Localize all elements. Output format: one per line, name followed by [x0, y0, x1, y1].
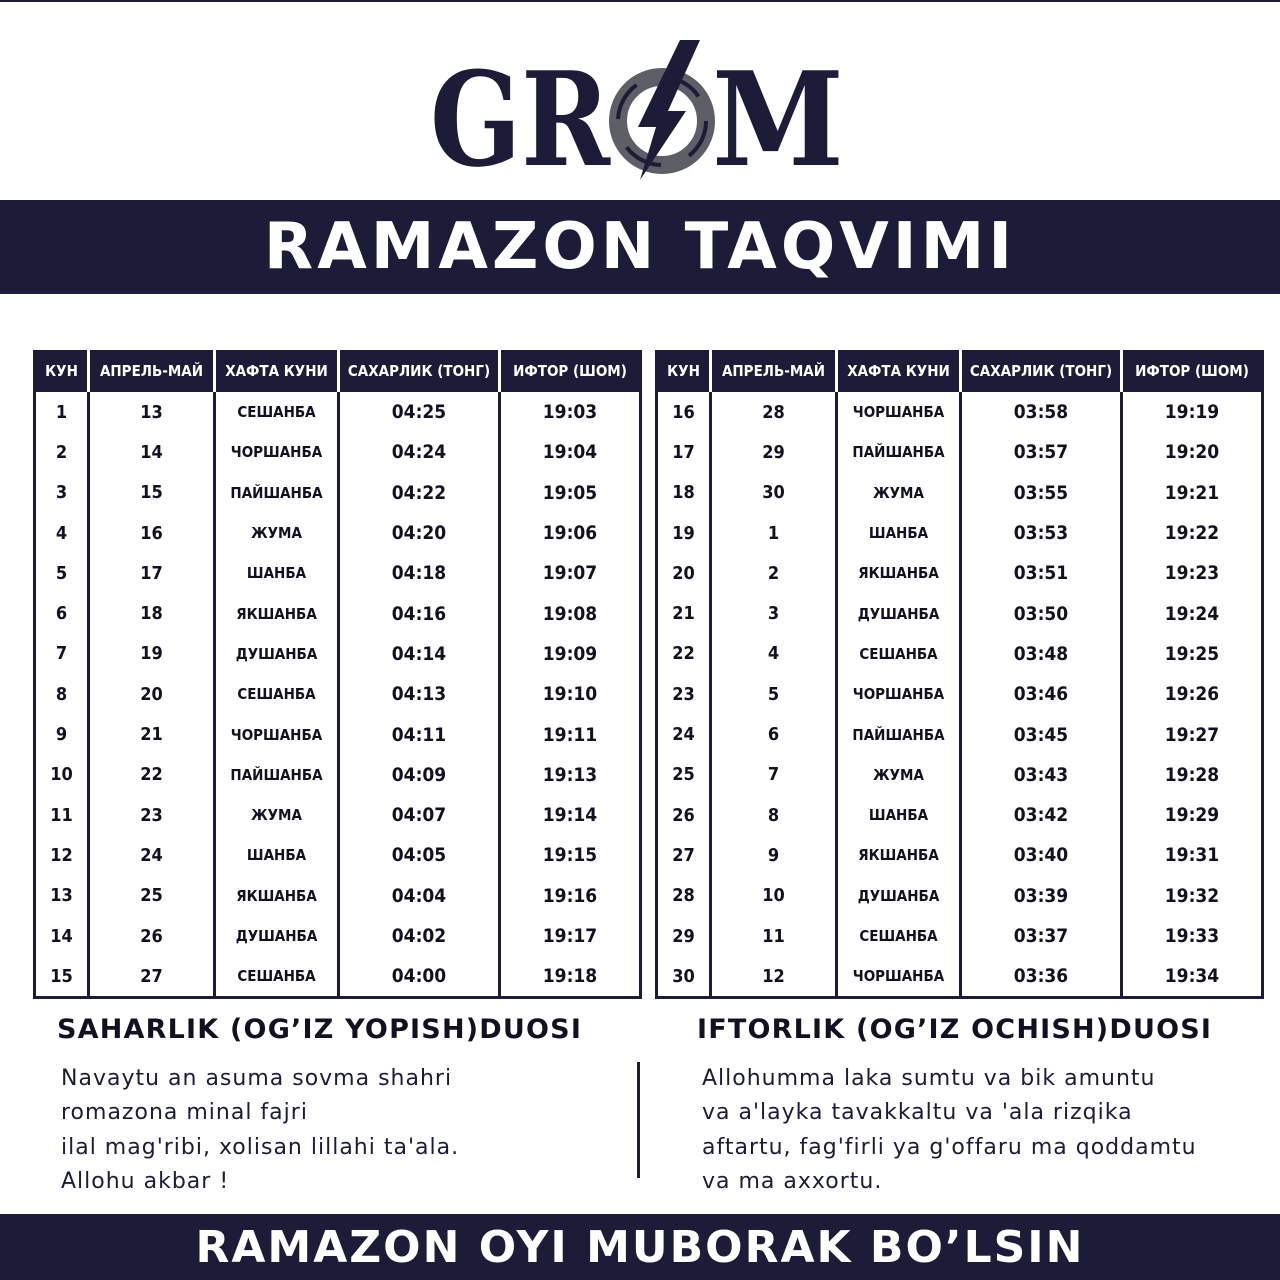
table-row: [657, 795, 1263, 835]
weekday-cell: СЕШАНБА: [215, 674, 339, 714]
weekday-cell: ДУШАНБА: [215, 916, 339, 956]
suhoor-time-cell: 03:43: [961, 755, 1122, 795]
table-row: [35, 473, 641, 513]
date-cell: 7: [711, 755, 837, 795]
iftar-time-cell: 19:24: [1122, 593, 1263, 633]
day-cell: 24: [672, 724, 695, 746]
table-row: [657, 956, 1263, 998]
weekday-cell: ПАЙШАНБА: [837, 714, 961, 754]
column-header: КУН: [35, 352, 89, 391]
suhoor-dua-text: Navaytu an asuma sovma shahri romazona minal fajri ilal mag'ribi, xolisan lillahi ta'ala. Allohu akbar !: [61, 1066, 460, 1194]
iftar-time-cell: 19:25: [1122, 634, 1263, 674]
day-cell: 23: [672, 683, 695, 705]
day-cell: 4: [55, 522, 68, 544]
iftar-time-cell: 19:10: [500, 674, 641, 714]
iftar-time-cell: 19:31: [1122, 835, 1263, 875]
weekday-cell: СЕШАНБА: [837, 634, 961, 674]
date-cell: 2: [711, 553, 837, 593]
date-cell: 24: [89, 835, 215, 875]
column-header: САХАРЛИК (ТОНГ): [961, 352, 1122, 391]
iftar-time-cell: 19:11: [500, 714, 641, 754]
iftar-time-cell: 19:21: [1122, 473, 1263, 513]
suhoor-time-cell: 03:39: [961, 876, 1122, 916]
table-row: [35, 876, 641, 916]
table-row: [657, 674, 1263, 714]
day-cell: 12: [50, 844, 73, 866]
suhoor-time-cell: 03:45: [961, 714, 1122, 754]
suhoor-time-cell: 04:25: [339, 391, 500, 433]
table-row: [35, 755, 641, 795]
iftar-time-cell: 19:23: [1122, 553, 1263, 593]
day-cell: 10: [50, 764, 73, 786]
date-cell: 4: [711, 634, 837, 674]
date-cell: 28: [711, 391, 837, 433]
weekday-cell: ЯКШАНБА: [215, 876, 339, 916]
date-cell: 20: [89, 674, 215, 714]
weekday-cell: ЧОРШАНБА: [837, 391, 961, 433]
table-row: [657, 876, 1263, 916]
suhoor-time-cell: 04:22: [339, 473, 500, 513]
suhoor-time-cell: 03:46: [961, 674, 1122, 714]
iftar-dua-text: Allohumma laka sumtu va bik amuntu va a'layka tavakkaltu va 'ala rizqika aftartu, fag'firli ya g'offaru ma qoddamtu va ma axxortu.: [702, 1066, 1197, 1194]
title-banner: [0, 200, 1280, 294]
table-row: [657, 835, 1263, 875]
date-cell: 29: [711, 432, 837, 472]
table-row: [35, 634, 641, 674]
date-cell: 19: [89, 634, 215, 674]
table-row: [657, 432, 1263, 472]
iftar-time-cell: 19:05: [500, 473, 641, 513]
day-cell: 30: [672, 965, 695, 987]
iftar-time-cell: 19:33: [1122, 916, 1263, 956]
iftar-time-cell: 19:06: [500, 513, 641, 553]
weekday-cell: ПАЙШАНБА: [215, 755, 339, 795]
day-cell: 29: [672, 925, 695, 947]
day-cell: 2: [55, 441, 68, 463]
suhoor-time-cell: 04:18: [339, 553, 500, 593]
date-cell: 6: [711, 714, 837, 754]
iftar-dua-heading: IFTORLIK (OG’IZ OCHISH)DUOSI: [697, 1014, 1213, 1045]
table-row: [657, 473, 1263, 513]
iftar-time-cell: 19:26: [1122, 674, 1263, 714]
weekday-cell: ЧОРШАНБА: [215, 714, 339, 754]
iftar-time-cell: 19:13: [500, 755, 641, 795]
date-cell: 5: [711, 674, 837, 714]
iftar-time-cell: 19:22: [1122, 513, 1263, 553]
weekday-cell: ЖУМА: [837, 473, 961, 513]
calendar-table-days-16-30: [655, 350, 1264, 999]
suhoor-time-cell: 04:09: [339, 755, 500, 795]
weekday-cell: ЖУМА: [837, 755, 961, 795]
weekday-cell: ПАЙШАНБА: [215, 473, 339, 513]
date-cell: 18: [89, 593, 215, 633]
suhoor-time-cell: 04:07: [339, 795, 500, 835]
iftar-time-cell: 19:27: [1122, 714, 1263, 754]
table-body: [657, 391, 1263, 998]
suhoor-time-cell: 03:36: [961, 956, 1122, 998]
table-row: [657, 391, 1263, 433]
weekday-cell: ЧОРШАНБА: [837, 674, 961, 714]
table-row: [35, 391, 641, 433]
date-cell: 21: [89, 714, 215, 754]
column-header: САХАРЛИК (ТОНГ): [339, 352, 500, 391]
calendar-table-days-1-15: [33, 350, 642, 999]
day-cell: 20: [672, 562, 695, 584]
date-cell: 1: [711, 513, 837, 553]
svg-text:GR: GR: [430, 43, 611, 185]
suhoor-time-cell: 03:51: [961, 553, 1122, 593]
date-cell: 8: [711, 795, 837, 835]
table-row: [35, 916, 641, 956]
suhoor-time-cell: 04:00: [339, 956, 500, 998]
suhoor-time-cell: 03:55: [961, 473, 1122, 513]
column-header: ХАФТА КУНИ: [837, 352, 961, 391]
date-cell: 11: [711, 916, 837, 956]
day-cell: 9: [55, 724, 68, 746]
weekday-cell: ЧОРШАНБА: [837, 956, 961, 998]
suhoor-time-cell: 04:13: [339, 674, 500, 714]
table-row: [657, 755, 1263, 795]
day-cell: 8: [55, 683, 68, 705]
weekday-cell: ЯКШАНБА: [837, 835, 961, 875]
table-header-row: [35, 352, 641, 391]
day-cell: 6: [55, 603, 68, 625]
suhoor-time-cell: 04:11: [339, 714, 500, 754]
day-cell: 15: [50, 965, 73, 987]
day-cell: 7: [55, 643, 68, 665]
column-header: ХАФТА КУНИ: [215, 352, 339, 391]
suhoor-time-cell: 03:48: [961, 634, 1122, 674]
dua-divider: [637, 1062, 640, 1178]
weekday-cell: ДУШАНБА: [837, 876, 961, 916]
suhoor-time-cell: 03:50: [961, 593, 1122, 633]
footer-greeting: RAMAZON OYI MUBORAK BO’LSIN: [195, 1221, 1085, 1273]
column-header: АПРЕЛЬ-МАЙ: [89, 352, 215, 391]
day-cell: 14: [50, 925, 73, 947]
weekday-cell: ШАНБА: [837, 513, 961, 553]
iftar-time-cell: 19:14: [500, 795, 641, 835]
weekday-cell: СЕШАНБА: [215, 391, 339, 433]
suhoor-time-cell: 04:04: [339, 876, 500, 916]
date-cell: 26: [89, 916, 215, 956]
iftar-time-cell: 19:19: [1122, 391, 1263, 433]
iftar-time-cell: 19:07: [500, 553, 641, 593]
date-cell: 14: [89, 432, 215, 472]
svg-text:M: M: [712, 43, 844, 185]
table-row: [657, 513, 1263, 553]
table-row: [35, 956, 641, 998]
weekday-cell: ПАЙШАНБА: [837, 432, 961, 472]
iftar-time-cell: 19:09: [500, 634, 641, 674]
column-header: КУН: [657, 352, 711, 391]
day-cell: 5: [55, 562, 68, 584]
date-cell: 15: [89, 473, 215, 513]
column-header: ИФТОР (ШОМ): [1122, 352, 1263, 391]
date-cell: 9: [711, 835, 837, 875]
weekday-cell: ЯКШАНБА: [837, 553, 961, 593]
suhoor-time-cell: 04:24: [339, 432, 500, 472]
suhoor-time-cell: 04:14: [339, 634, 500, 674]
iftar-time-cell: 19:28: [1122, 755, 1263, 795]
table-row: [35, 714, 641, 754]
date-cell: 25: [89, 876, 215, 916]
suhoor-time-cell: 03:42: [961, 795, 1122, 835]
weekday-cell: ШАНБА: [215, 835, 339, 875]
day-cell: 19: [672, 522, 695, 544]
date-cell: 30: [711, 473, 837, 513]
weekday-cell: СЕШАНБА: [837, 916, 961, 956]
table-header-row: [657, 352, 1263, 391]
page-title: RAMAZON TAQVIMI: [263, 210, 1017, 284]
top-rule: [0, 0, 1280, 2]
iftar-time-cell: 19:20: [1122, 432, 1263, 472]
weekday-cell: ДУШАНБА: [215, 634, 339, 674]
iftar-time-cell: 19:32: [1122, 876, 1263, 916]
day-cell: 17: [672, 441, 695, 463]
day-cell: 27: [672, 844, 695, 866]
weekday-cell: ДУШАНБА: [837, 593, 961, 633]
suhoor-time-cell: 03:57: [961, 432, 1122, 472]
table-row: [35, 553, 641, 593]
iftar-time-cell: 19:34: [1122, 956, 1263, 998]
weekday-cell: ШАНБА: [837, 795, 961, 835]
table-body: [35, 391, 641, 998]
day-cell: 16: [657, 391, 711, 433]
iftar-time-cell: 19:17: [500, 916, 641, 956]
weekday-cell: ЧОРШАНБА: [215, 432, 339, 472]
date-cell: 16: [89, 513, 215, 553]
table-row: [657, 593, 1263, 633]
table-row: [35, 593, 641, 633]
suhoor-time-cell: 04:02: [339, 916, 500, 956]
suhoor-time-cell: 03:40: [961, 835, 1122, 875]
suhoor-time-cell: 04:05: [339, 835, 500, 875]
day-cell: 18: [672, 482, 695, 504]
date-cell: 13: [89, 391, 215, 433]
date-cell: 12: [711, 956, 837, 998]
footer-banner: [0, 1214, 1280, 1280]
date-cell: 27: [89, 956, 215, 998]
iftar-time-cell: 19:29: [1122, 795, 1263, 835]
day-cell: 3: [55, 482, 68, 504]
day-cell: 21: [672, 603, 695, 625]
table-row: [657, 916, 1263, 956]
iftar-time-cell: 19:04: [500, 432, 641, 472]
day-cell: 11: [50, 804, 73, 826]
day-cell: 13: [50, 885, 73, 907]
table-row: [657, 714, 1263, 754]
suhoor-time-cell: 04:20: [339, 513, 500, 553]
date-cell: 3: [711, 593, 837, 633]
weekday-cell: ЯКШАНБА: [215, 593, 339, 633]
table-row: [35, 432, 641, 472]
table-row: [35, 835, 641, 875]
iftar-time-cell: 19:16: [500, 876, 641, 916]
suhoor-dua-heading: SAHARLIK (OG’IZ YOPISH)DUOSI: [57, 1014, 583, 1045]
table-row: [35, 795, 641, 835]
weekday-cell: ШАНБА: [215, 553, 339, 593]
iftar-time-cell: 19:08: [500, 593, 641, 633]
table-row: [657, 553, 1263, 593]
weekday-cell: ЖУМА: [215, 795, 339, 835]
suhoor-time-cell: 04:16: [339, 593, 500, 633]
column-header: ИФТОР (ШОМ): [500, 352, 641, 391]
day-cell: 1: [35, 391, 89, 433]
day-cell: 26: [672, 804, 695, 826]
day-cell: 22: [672, 643, 695, 665]
table-row: [35, 513, 641, 553]
suhoor-time-cell: 03:58: [961, 391, 1122, 433]
date-cell: 22: [89, 755, 215, 795]
date-cell: 17: [89, 553, 215, 593]
iftar-time-cell: 19:18: [500, 956, 641, 998]
date-cell: 10: [711, 876, 837, 916]
weekday-cell: ЖУМА: [215, 513, 339, 553]
grom-logo: [430, 35, 860, 185]
suhoor-time-cell: 03:53: [961, 513, 1122, 553]
day-cell: 28: [672, 885, 695, 907]
iftar-time-cell: 19:15: [500, 835, 641, 875]
iftar-time-cell: 19:03: [500, 391, 641, 433]
suhoor-time-cell: 03:37: [961, 916, 1122, 956]
date-cell: 23: [89, 795, 215, 835]
table-row: [657, 634, 1263, 674]
weekday-cell: СЕШАНБА: [215, 956, 339, 998]
table-row: [35, 674, 641, 714]
day-cell: 25: [672, 764, 695, 786]
column-header: АПРЕЛЬ-МАЙ: [711, 352, 837, 391]
